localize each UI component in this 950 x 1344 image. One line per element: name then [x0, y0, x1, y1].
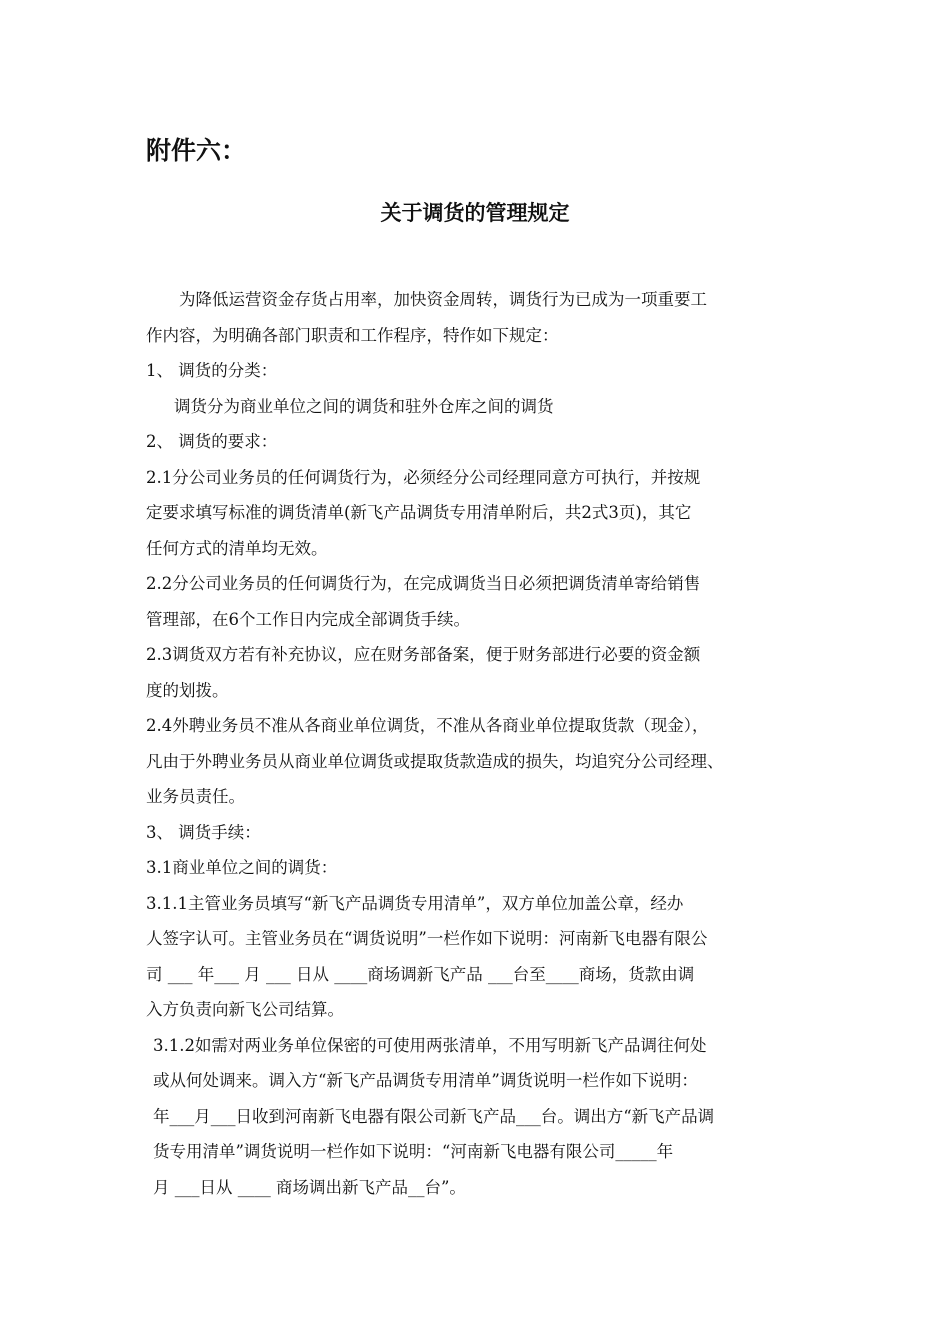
- paragraph-line: 年___月___日收到河南新飞电器有限公司新飞产品___台。调出方“新飞产品调: [153, 1106, 715, 1126]
- paragraph-line: 货专用清单”调货说明一栏作如下说明：“河南新飞电器有限公司_____年: [153, 1142, 674, 1161]
- paragraph-line: 2.4外聘业务员不准从各商业单位调货，不准从各商业单位提取货款（现金），: [146, 716, 709, 735]
- paragraph-line: 3.1.2如需对两业务单位保密的可使用两张清单，不用写明新飞产品调往何处: [153, 1035, 707, 1055]
- paragraph-line: 定要求填写标准的调货清单(新飞产品调货专用清单附后，共2式3页)，其它: [146, 503, 692, 522]
- paragraph-line: 任何方式的清单均无效。: [146, 538, 328, 558]
- paragraph-line: 管理部，在6个工作日内完成全部调货手续。: [146, 609, 470, 629]
- paragraph-line: 2.3调货双方若有补充协议，应在财务部备案，便于财务部进行必要的资金额: [146, 645, 701, 664]
- paragraph-line: 凡由于外聘业务员从商业单位调货或提取货款造成的损失，均追究分公司经理、: [146, 751, 724, 771]
- paragraph-line: 2.2分公司业务员的任何调货行为，在完成调货当日必须把调货清单寄给销售: [146, 574, 701, 593]
- paragraph-line: 3.1商业单位之间的调货：: [146, 858, 338, 877]
- section-heading: 2、 调货的要求：: [146, 432, 278, 451]
- attachment-label: 附件六：: [146, 136, 247, 165]
- paragraph-line: 3.1.1主管业务员填写“新飞产品调货专用清单”，双方单位加盖公章，经办: [146, 893, 684, 913]
- paragraph-line: 度的划拨。: [146, 680, 229, 700]
- paragraph-line: 2.1分公司业务员的任何调货行为，必须经分公司经理同意方可执行，并按规: [146, 467, 701, 487]
- paragraph-line: 业务员责任。: [146, 787, 245, 806]
- paragraph-line: 为降低运营资金存货占用率，加快资金周转，调货行为已成为一项重要工: [179, 290, 707, 309]
- paragraph-line: 入方负责向新飞公司结算。: [146, 1000, 344, 1019]
- paragraph-line: 人签字认可。主管业务员在“调货说明”一栏作如下说明：河南新飞电器有限公: [146, 929, 708, 948]
- document-body: [146, 282, 812, 1205]
- paragraph-line: 或从何处调来。调入方“新飞产品调货专用清单”调货说明一栏作如下说明：: [153, 1071, 698, 1090]
- document-title: 关于调货的管理规定: [380, 201, 570, 225]
- section-heading: 3、 调货手续：: [146, 822, 261, 842]
- paragraph-line: 月 ___日从 ____ 商场调出新飞产品__台”。: [153, 1177, 466, 1197]
- paragraph-line: 作内容，为明确各部门职责和工作程序，特作如下规定：: [146, 325, 559, 345]
- paragraph-line: 司 ___ 年___ 月 ___ 日从 ____商场调新飞产品 ___台至____商场，货款由调: [146, 964, 695, 984]
- paragraph-line: 调货分为商业单位之间的调货和驻外仓库之间的调货: [174, 396, 554, 416]
- section-heading: 1、 调货的分类：: [146, 361, 278, 380]
